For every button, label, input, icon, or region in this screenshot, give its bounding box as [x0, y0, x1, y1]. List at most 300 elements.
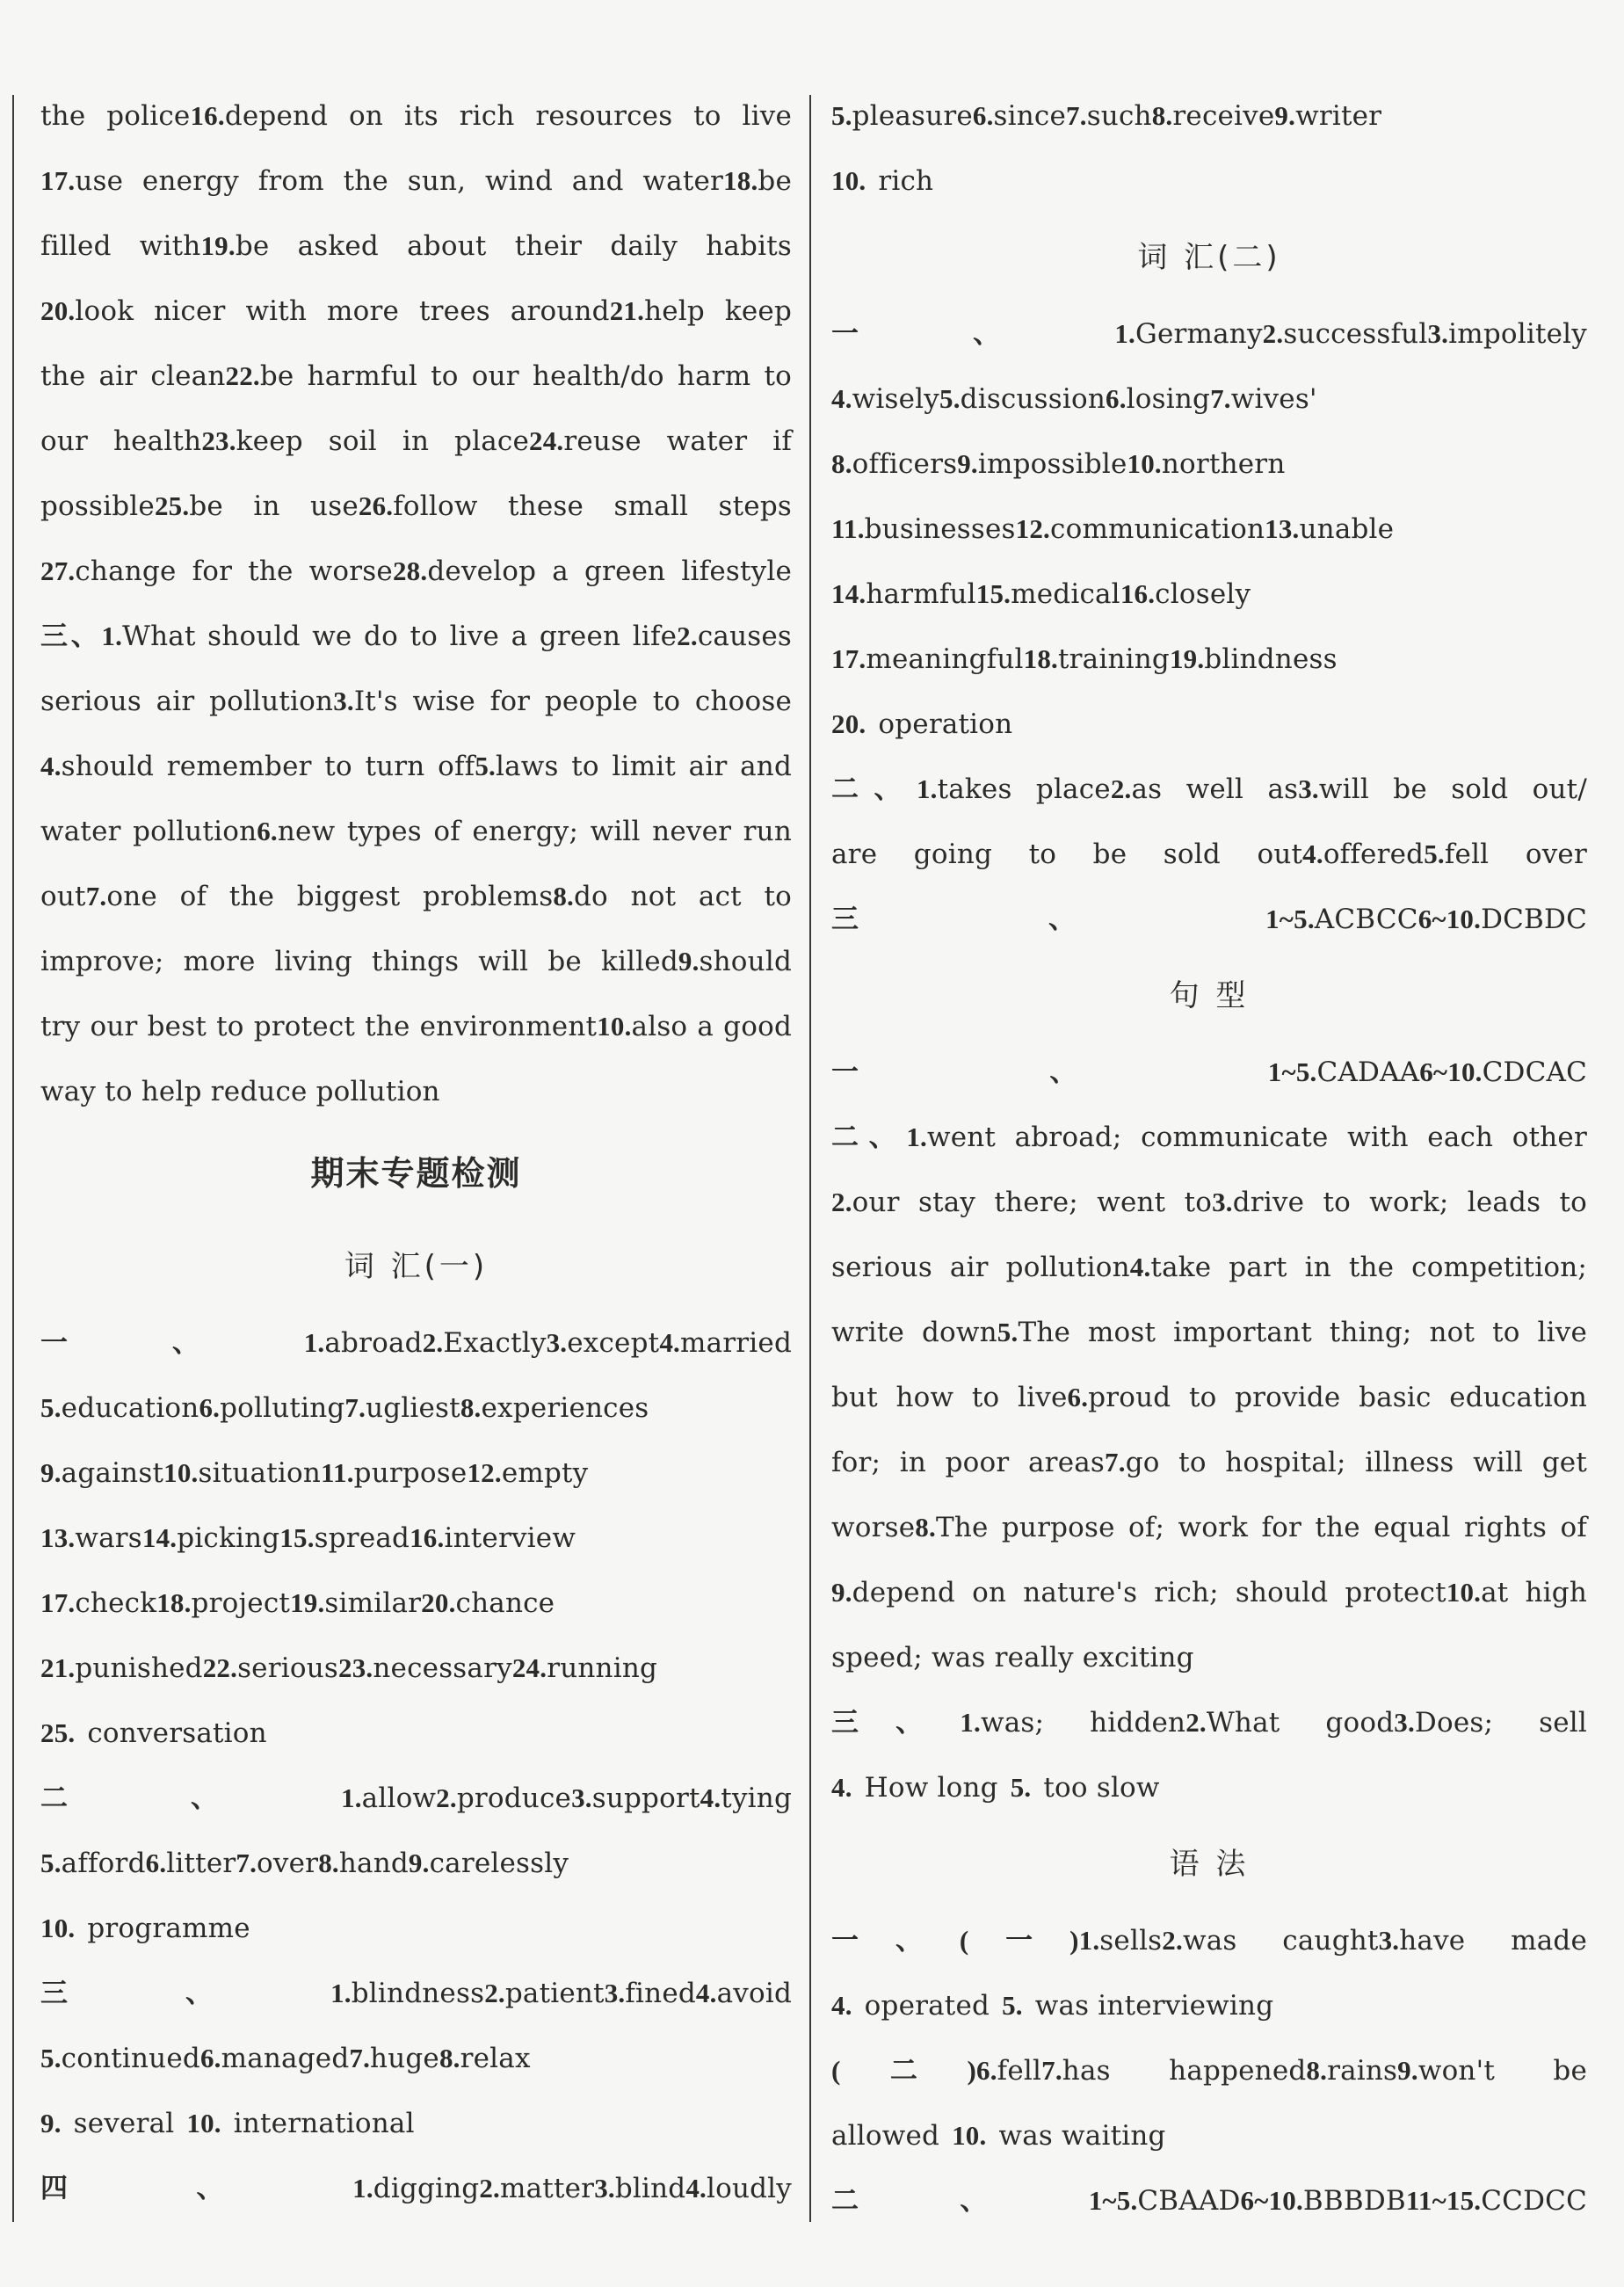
answer-text: communication	[1050, 513, 1265, 545]
item-number: 5.	[1002, 1990, 1023, 2021]
answer-text: discussion	[960, 383, 1106, 415]
answer-text: use energy from the sun, wind and water	[75, 165, 724, 197]
answer-text: What good	[1206, 1707, 1395, 1739]
answer-text: married	[679, 1327, 792, 1359]
grammar-answers	[831, 1908, 1587, 2233]
answer-text: out	[40, 881, 86, 912]
item-number: 1.	[960, 1707, 981, 1738]
item-number: 25.	[154, 490, 190, 521]
vocab2-title: 词 汇(二)	[1137, 240, 1281, 275]
item-number: 18.	[723, 165, 758, 196]
item-number: 5.	[997, 1317, 1019, 1347]
answer-line	[831, 83, 1587, 149]
answer-text: BBBDB	[1302, 2185, 1406, 2217]
answer-line	[40, 1376, 792, 1441]
answer-line	[831, 1105, 1587, 1170]
item-number: 18.	[1023, 643, 1058, 674]
item-number: 7.	[85, 881, 107, 911]
answer-text: CBAAD	[1137, 2185, 1241, 2217]
item-number: 16.	[1120, 578, 1156, 609]
answer-line	[831, 1235, 1587, 1300]
answer-text: water pollution	[40, 816, 257, 847]
section-title: 期末专题检测	[310, 1154, 522, 1193]
answer-text: causes	[697, 621, 793, 652]
item-number: 17.	[40, 1587, 76, 1618]
answer-text: It's wise for people to choose	[353, 686, 793, 717]
item-number: 9.	[40, 1457, 62, 1488]
answer-line	[40, 83, 792, 149]
item-number: 5.	[1424, 839, 1445, 869]
item-number: 1.	[906, 1122, 927, 1152]
item-number: 28.	[392, 555, 428, 586]
item-number: 1~5.	[1088, 2185, 1138, 2216]
item-number: 6~10.	[1417, 904, 1482, 934]
item-number: 2.	[1185, 1707, 1207, 1738]
answer-text: filled with	[40, 230, 201, 262]
answer-line	[40, 2156, 792, 2221]
item-number: 8.	[439, 2043, 460, 2073]
item-number: 5.	[475, 751, 496, 781]
answer-text: fell over	[1444, 839, 1587, 870]
answer-line	[831, 301, 1587, 367]
answer-line	[831, 1973, 1587, 2038]
answer-line	[831, 1560, 1587, 1625]
answer-text: serious air pollution	[40, 686, 334, 717]
answer-text: as well as	[1131, 773, 1299, 805]
answer-line	[831, 1625, 1587, 1690]
item-number: 3.	[1427, 318, 1449, 349]
answer-line	[40, 799, 792, 864]
answer-text: takes place	[937, 773, 1111, 805]
answer-text: produce	[456, 1782, 572, 1814]
answer-text: avoid	[716, 1978, 792, 2009]
answer-text: laws to limit air and	[495, 751, 793, 782]
item-number: 23.	[338, 1652, 373, 1683]
answer-text: blind	[614, 2173, 686, 2204]
item-number: 10.	[1446, 1577, 1482, 1608]
answer-text: The most important thing; not to live	[1018, 1317, 1587, 1348]
answer-line	[831, 1908, 1587, 1973]
item-number: 6.	[257, 816, 278, 846]
item-number: 5.	[831, 100, 852, 131]
pattern-title: 句 型	[1169, 978, 1250, 1013]
answer-line	[831, 822, 1587, 887]
item-number: 10.	[186, 2108, 221, 2138]
item-number: 1.	[330, 1978, 352, 2008]
answer-text: operation	[878, 708, 1013, 740]
answer-line	[40, 1506, 792, 1571]
item-number: 8.	[553, 881, 575, 911]
answer-text: improve; more living things will be killed	[40, 946, 678, 977]
answer-text: drive to work; leads to	[1232, 1187, 1587, 1218]
item-number: 20.	[40, 295, 76, 326]
item-number: 4.	[40, 751, 62, 781]
item-number: 2.	[677, 621, 698, 651]
item-number: 8.	[1151, 100, 1173, 131]
answer-text: ACBCC	[1314, 904, 1418, 935]
answer-text: unable	[1299, 513, 1395, 545]
answer-text: harmful	[866, 578, 976, 610]
item-number: 3.	[546, 1327, 568, 1358]
answer-text: huge	[370, 2043, 439, 2074]
answer-text: was waiting	[998, 2120, 1166, 2152]
item-number: 6.	[199, 2043, 221, 2073]
answer-text: CADAA	[1316, 1056, 1420, 1088]
item-number: 3.	[1394, 1707, 1415, 1738]
answer-text: spread	[314, 1522, 410, 1554]
item-number: 23.	[201, 425, 236, 456]
answer-text: receive	[1172, 100, 1275, 132]
item-number: 2.	[484, 1978, 505, 2008]
answer-text: writer	[1295, 100, 1382, 132]
answer-text: follow these small steps	[393, 490, 792, 522]
answer-text: running	[547, 1652, 658, 1684]
item-number: 18.	[156, 1587, 192, 1618]
item-number: 3.	[594, 2173, 615, 2204]
answer-text: way to help reduce pollution	[40, 1076, 440, 1107]
answer-line	[40, 929, 792, 994]
item-number: 二、	[831, 773, 917, 804]
answer-text: be	[758, 165, 792, 197]
answer-text: have made	[1399, 1925, 1587, 1957]
answer-text: support	[591, 1782, 700, 1814]
pattern-answers	[831, 1040, 1587, 1820]
item-number: 21.	[609, 295, 645, 326]
item-number: 4.	[1302, 839, 1323, 869]
answer-text: CDCAC	[1482, 1056, 1587, 1088]
answer-text: since	[993, 100, 1067, 132]
answer-text: against	[61, 1457, 164, 1489]
answer-line	[40, 1059, 792, 1124]
answer-line	[831, 2168, 1587, 2233]
answer-line	[40, 539, 792, 604]
answer-text: experiences	[481, 1392, 649, 1424]
answer-text: sells	[1099, 1925, 1163, 1957]
answer-line	[40, 1766, 792, 1831]
answer-text: was interviewing	[1034, 1990, 1274, 2022]
item-number: 19.	[290, 1587, 325, 1618]
answer-text: The purpose of; work for the equal rights of	[935, 1512, 1587, 1543]
answer-text: rains	[1327, 2055, 1398, 2087]
answer-text: be asked about their daily habits	[235, 230, 792, 262]
item-number: 10.	[952, 2120, 987, 2151]
answer-text: at high	[1481, 1577, 1587, 1608]
item-number: 9.	[957, 448, 978, 479]
answer-text: empty	[501, 1457, 589, 1489]
answer-line	[40, 149, 792, 214]
answer-text: picking	[177, 1522, 280, 1554]
item-number: 3.	[571, 1782, 592, 1813]
answer-text: check	[75, 1587, 157, 1619]
answer-text: digging	[373, 2173, 480, 2204]
answer-line	[831, 562, 1587, 627]
answer-text: hand	[338, 1848, 409, 1879]
item-number: 三、	[831, 1707, 961, 1738]
answer-text: operated	[864, 1990, 990, 2022]
answer-line	[831, 1300, 1587, 1365]
answer-text: impossible	[977, 448, 1127, 480]
answer-text: How long	[864, 1772, 998, 1804]
item-number: 11.	[831, 513, 865, 544]
answer-text: also a good	[631, 1011, 792, 1042]
item-number: 6.	[145, 1848, 167, 1878]
item-number: 14.	[141, 1522, 178, 1553]
answer-text: will be sold out/	[1318, 773, 1587, 805]
item-number: 16.	[190, 100, 225, 131]
answer-line	[40, 474, 792, 539]
item-number: 6.	[972, 100, 994, 131]
item-number: 三、	[40, 1978, 331, 2008]
answer-line	[831, 1365, 1587, 1430]
item-number: 17.	[40, 165, 76, 196]
item-number: 2.	[1262, 318, 1284, 349]
answer-text: should remember to turn off	[61, 751, 475, 782]
answer-text: losing	[1126, 383, 1211, 415]
item-number: 15.	[975, 578, 1011, 609]
answer-line	[40, 994, 792, 1059]
answer-text: was caught	[1182, 1925, 1379, 1957]
answer-text: wives'	[1230, 383, 1317, 415]
answer-text: speed; was really exciting	[831, 1642, 1194, 1674]
answer-text: help keep	[644, 295, 793, 327]
item-number: 三、	[40, 621, 102, 651]
item-number: 7.	[1041, 2055, 1062, 2086]
answer-text: worse	[831, 1512, 916, 1543]
item-number: 1.	[101, 621, 123, 651]
answer-line	[831, 1755, 1587, 1820]
item-number: 5.	[939, 383, 961, 414]
item-number: 4.	[831, 1990, 852, 2021]
answer-line	[831, 367, 1587, 432]
answer-text: blindness	[351, 1978, 485, 2009]
answer-text: such	[1086, 100, 1152, 132]
item-number: 3.	[333, 686, 354, 716]
answer-text: officers	[852, 448, 958, 480]
answer-line	[40, 864, 792, 929]
answer-text: but how to live	[831, 1382, 1068, 1413]
answer-text: change for the worse	[75, 555, 393, 587]
item-number: 1~5.	[1267, 1056, 1317, 1087]
item-number: 7.	[1210, 383, 1231, 414]
item-number: 25.	[40, 1717, 76, 1748]
answer-text: be harmful to our health/do harm to	[259, 360, 792, 392]
item-number: 2.	[422, 1327, 444, 1358]
answer-line	[40, 214, 792, 279]
answer-text: necessary	[373, 1652, 512, 1684]
answer-text: situation	[198, 1457, 322, 1489]
answer-text: depend on nature's rich; should protect	[852, 1577, 1446, 1608]
answer-text: are going to be sold out	[831, 839, 1303, 870]
answer-text: closely	[1155, 578, 1251, 610]
answer-text: possible	[40, 490, 155, 522]
item-number: 5.	[40, 1848, 62, 1878]
item-number: 6~10.	[1240, 2185, 1303, 2216]
answer-text: northern	[1161, 448, 1286, 480]
answer-text: polluting	[220, 1392, 345, 1424]
answer-text: serious	[237, 1652, 339, 1684]
item-number: 1.	[916, 773, 938, 804]
answer-line	[831, 887, 1587, 952]
answer-text: purpose	[353, 1457, 468, 1489]
answer-text: continued	[61, 2043, 200, 2074]
item-number: 6.	[1106, 383, 1127, 414]
answer-text: project	[191, 1587, 291, 1619]
answer-text: except	[567, 1327, 660, 1359]
item-number: 4.	[831, 383, 852, 414]
item-number: 1~5.	[1265, 904, 1315, 934]
answer-line	[40, 1896, 792, 1961]
answer-text: our stay there; went to	[852, 1187, 1213, 1218]
answer-text: went abroad; communicate with each other	[926, 1122, 1587, 1153]
answer-text: proud to provide basic education	[1088, 1382, 1588, 1413]
answer-line	[40, 1310, 792, 1376]
answer-text: Does; sell	[1414, 1707, 1588, 1739]
item-number: 三、	[831, 904, 1266, 934]
answer-line	[40, 669, 792, 734]
answer-line	[831, 1170, 1587, 1235]
answer-text: allow	[361, 1782, 437, 1814]
answer-text: chance	[455, 1587, 555, 1619]
answer-text: new types of energy; will never run	[277, 816, 792, 847]
answer-line	[831, 2038, 1587, 2103]
answer-text: matter	[500, 2173, 595, 2204]
item-number: 3.	[1298, 773, 1319, 804]
item-number: 11.	[321, 1457, 354, 1488]
item-number: 6.	[976, 2055, 997, 2086]
answer-text: fell	[997, 2055, 1042, 2087]
item-number: 5.	[1010, 1772, 1032, 1803]
item-number: 1.	[303, 1327, 325, 1358]
vocab1-title: 词 汇(一)	[344, 1249, 489, 1284]
answer-text: international	[233, 2108, 415, 2139]
answer-text: abroad	[324, 1327, 423, 1359]
item-number: 8.	[318, 1848, 339, 1878]
answer-text: ugliest	[366, 1392, 460, 1424]
answer-text: meaningful	[866, 643, 1024, 675]
vocab1-answers	[40, 1310, 792, 2221]
answer-text: rich	[878, 165, 934, 197]
item-number: 6.	[1067, 1382, 1089, 1412]
item-number: 2.	[479, 2173, 501, 2204]
item-number: 4.	[685, 2173, 707, 2204]
vocab2-answers	[831, 301, 1587, 952]
item-number: 9.	[831, 1577, 852, 1608]
answer-text: should	[699, 946, 792, 977]
answer-line	[40, 1701, 792, 1766]
item-number: 7.	[236, 1848, 257, 1878]
answer-line	[831, 757, 1587, 822]
answer-text: look nicer with more trees around	[75, 295, 610, 327]
item-number: 6.	[199, 1392, 221, 1423]
answer-text: offered	[1323, 839, 1425, 870]
item-number: 22.	[225, 360, 260, 391]
item-number: 3.	[1212, 1187, 1233, 1217]
item-number: 2.	[831, 1187, 852, 1217]
item-number: 5.	[40, 1392, 62, 1423]
answer-text: our health	[40, 425, 202, 457]
item-number: 16.	[410, 1522, 445, 1553]
item-number: 7.	[1066, 100, 1087, 131]
answer-text: Exactly	[443, 1327, 547, 1359]
answer-text: for; in poor areas	[831, 1447, 1106, 1478]
answer-line	[831, 1430, 1587, 1495]
grammar-title: 语 法	[1169, 1847, 1250, 1882]
item-number: 11~15.	[1405, 2185, 1482, 2216]
item-number: 1.	[1114, 318, 1135, 349]
item-number: 12.	[467, 1457, 502, 1488]
answer-text: businesses	[864, 513, 1016, 545]
answer-text: impolitely	[1448, 318, 1587, 350]
item-number: 21.	[40, 1652, 76, 1683]
answer-line	[40, 1961, 792, 2026]
answer-text: carelessly	[429, 1848, 569, 1879]
item-number: 20.	[421, 1587, 456, 1618]
answer-text: conversation	[87, 1717, 267, 1749]
answer-text: medical	[1011, 578, 1120, 610]
item-number: 6~10.	[1419, 1056, 1483, 1087]
answer-text: reuse water if	[563, 425, 793, 457]
item-number: 2.	[1110, 773, 1132, 804]
answer-text: successful	[1283, 318, 1428, 350]
answer-text: relax	[460, 2043, 531, 2074]
item-number: 9.	[678, 946, 700, 977]
item-number: 四、	[40, 2173, 353, 2204]
item-number: 19.	[200, 230, 236, 261]
answer-text: afford	[61, 1848, 146, 1879]
answer-text: tying	[721, 1782, 792, 1814]
answer-line	[831, 497, 1587, 562]
column-divider	[809, 95, 811, 2222]
answer-line	[831, 432, 1587, 497]
answer-line	[831, 1040, 1587, 1105]
item-number: 4.	[659, 1327, 680, 1358]
answer-text: What should we do to live a green life	[122, 621, 678, 652]
right-column	[831, 83, 1587, 2233]
answer-text: do not act to	[574, 881, 793, 912]
item-number: 15.	[279, 1522, 315, 1553]
answer-text: has happened	[1062, 2055, 1307, 2087]
answer-line	[40, 2026, 792, 2091]
item-number: 10.	[597, 1011, 632, 1042]
answer-text: go to hospital; illness will get	[1125, 1447, 1587, 1478]
answer-line	[40, 409, 792, 474]
answer-text: pleasure	[852, 100, 973, 132]
answer-text: litter	[166, 1848, 236, 1879]
item-number: 24.	[511, 1652, 547, 1683]
answer-line	[831, 1495, 1587, 1560]
item-number: 27.	[40, 555, 76, 586]
answer-line	[40, 344, 792, 409]
item-number: 9.	[1397, 2055, 1418, 2086]
item-number: 一、	[831, 318, 1115, 349]
answer-text: allowed	[831, 2120, 940, 2152]
answer-line	[40, 2091, 792, 2156]
answer-text: interview	[444, 1522, 576, 1554]
answer-line	[831, 1690, 1587, 1755]
item-number: 26.	[358, 490, 394, 521]
answer-text: CCDCC	[1481, 2185, 1587, 2217]
answer-text: patient	[504, 1978, 605, 2009]
answer-text: write down	[831, 1317, 997, 1348]
answer-text: training	[1058, 643, 1170, 675]
answer-text: fined	[625, 1978, 696, 2009]
answer-text: programme	[87, 1913, 250, 1944]
item-number: 二、	[831, 2185, 1089, 2216]
right-top-answers	[831, 83, 1587, 214]
item-number: 8.	[831, 448, 852, 479]
item-number: 13.	[40, 1522, 76, 1553]
answer-line	[40, 279, 792, 344]
